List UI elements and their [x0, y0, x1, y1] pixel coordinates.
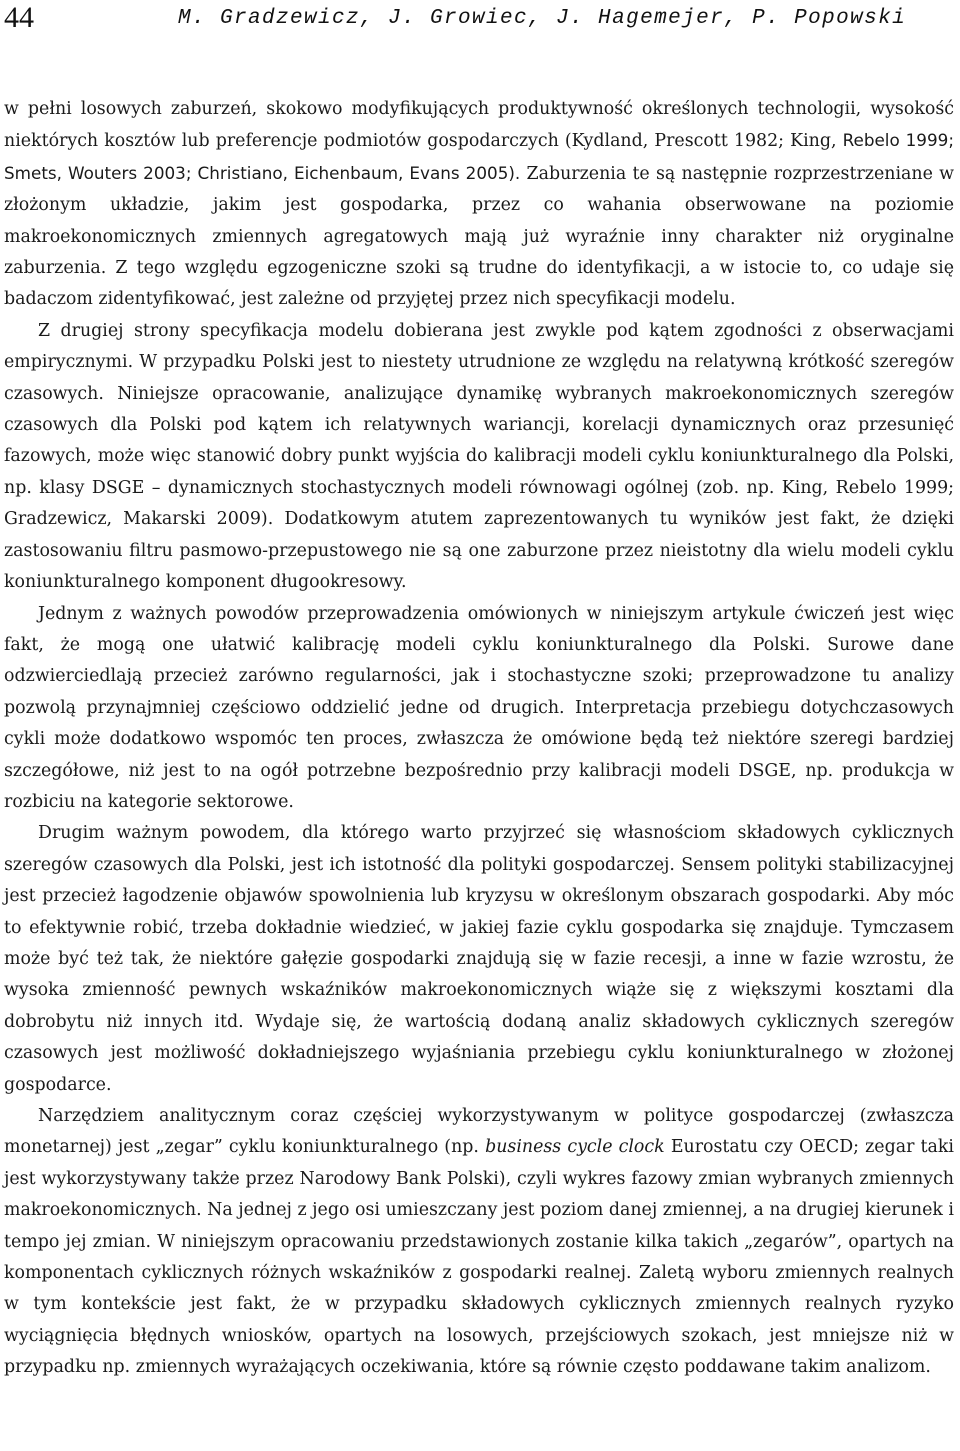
body-text	[4, 94, 954, 1384]
citation-text: Rebelo 1999; Smets, Wouters 2003; Christiano, Eichenbaum, Evans 2005).	[4, 130, 954, 183]
page-number: 44	[4, 1, 34, 34]
paragraph-text-segment: Narzędziem analitycznym coraz częściej wykorzystywanym w polityce gospodarczej (zwłaszcza monetarnej) jest „zegar” cyklu koniunkturalnego (np.	[4, 1106, 954, 1158]
paragraph-text-segment: w pełni losowych zaburzeń, skokowo modyfikujących produktywność określonych technologii, wysokość niektórych kosztów lub preferencje podmiotów gospodarczych (Kydland, Prescott 1982; King,	[4, 99, 954, 152]
page-header	[0, 0, 960, 40]
paragraph: Jednym z ważnych powodów przeprowadzenia omówionych w niniejszym artykule ćwiczeń jest więc fakt, że mogą one ułatwić kalibrację modeli cyklu koniunkturalnego dla Polski. Surowe dane odzwierciedlają przecież zarówno regularności, jak i stochastyczne szoki; przeprowadzone tu analizy pozwolą przynajmniej częściowo oddzielić jedne od drugich. Interpretacja przebiegu dotychczasowych cykli może dodatkowo wspomóc ten proces, zwłaszcza że omówione będą też niektóre szeregi bardziej szczegółowe, niż jest to na ogół potrzebne bezpośrednio przy kalibracji modeli DSGE, np. produkcja w rozbiciu na kategorie sektorowe.	[4, 603, 954, 812]
paragraph-text-segment: Zaburzenia te są następnie rozprzestrzeniane w złożonym układzie, jakim jest gospodarka, przez co wahania obserwowane na poziomie makroekonomicznych zmiennych agregatowych mają już wyraźnie inny charakter niż oryginalne zaburzenia. Z tego względu egzogeniczne szoki są trudne do identyfikacji, a w istocie to, co udaje się badaczom zidentyfikować, jest zależne od przyjętej przez nich specyfikacji modelu.	[4, 163, 954, 310]
paragraph-continued	[4, 94, 954, 316]
paragraph-text-segment: Eurostatu czy OECD; zegar taki jest wykorzystywany także przez Narodowy Bank Polski), czyli wykres fazowy zmian wybranych zmiennych makroekonomicznych. Na jednej z jego osi umieszczany jest poziom danej zmiennej, a na drugiej kierunek i tempo jej zmian. W niniejszym opracowaniu przedstawionych zostanie kilka takich „zegarów”, opartych na komponentach cyklicznych różnych wskaźników z gospodarki realnej. Zaletą wyboru zmiennych realnych w tym kontekście jest fakt, że w przypadku składowych cyklicznych zmiennych realnych ryzyko wyciągnięcia błędnych wniosków, opartych na losowych, przejściowych szokach, jest mniejsze niż w przypadku np. zmiennych wyrażających oczekiwania, które są równie często poddawane takim analizom.	[4, 1137, 954, 1378]
paragraph: Drugim ważnym powodem, dla którego warto przyjrzeć się własnościom składowych cyklicznych szeregów czasowych dla Polski, jest ich istotność dla polityki gospodarczej. Sensem polityki stabilizacyjnej jest przecież łagodzenie objawów spowolnienia lub kryzysu w określonym obszarach gospodarki. Aby móc to efektywnie robić, trzeba dokładnie wiedzieć, w jakiej fazie cyklu gospodarka się znajduje. Tymczasem może być też tak, że niektóre gałęzie gospodarki znajdują się w fazie recesji, a inne w fazie wzrostu, że wysoka zmienność pewnych wskaźników makroekonomicznych wiąże się z większymi kosztami dla dobrobytu niż innych itd. Wydaje się, że wartością dodaną analiz składowych cyklicznych szeregów czasowych jest możliwość dokładniejszego wyjaśniania przebiegu cyklu koniunkturalnego w złożonej gospodarce.	[4, 823, 954, 1095]
paragraph	[4, 1101, 954, 1384]
italic-term: business cycle clock	[485, 1137, 665, 1158]
running-head-authors: M. Gradzewicz, J. Growiec, J. Hagemejer, P. Popowski	[178, 7, 907, 30]
paragraph: Z drugiej strony specyfikacja modelu dobierana jest zwykle pod kątem zgodności z obserwacjami empirycznymi. W przypadku Polski jest to niestety utrudnione ze względu na relatywną krótkość szeregów czasowych. Niniejsze opracowanie, analizujące dynamikę wybranych makroekonomicznych szeregów czasowych dla Polski pod kątem ich relatywnych wariancji, korelacji dynamicznych oraz przesunięć fazowych, może więc stanowić dobry punkt wyjścia do kalibracji modeli cyklu koniunkturalnego dla Polski, np. klasy DSGE – dynamicznych stochastycznych modeli równowagi ogólnej (zob. np. King, Rebelo 1999; Gradzewicz, Makarski 2009). Dodatkowym atutem zaprezentowanych tu wyników jest fakt, że dzięki zastosowaniu filtru pasmowo-przepustowego nie są one zaburzone przez nieistotny dla wielu modeli cyklu koniunkturalnego komponent długookresowy.	[4, 320, 954, 593]
